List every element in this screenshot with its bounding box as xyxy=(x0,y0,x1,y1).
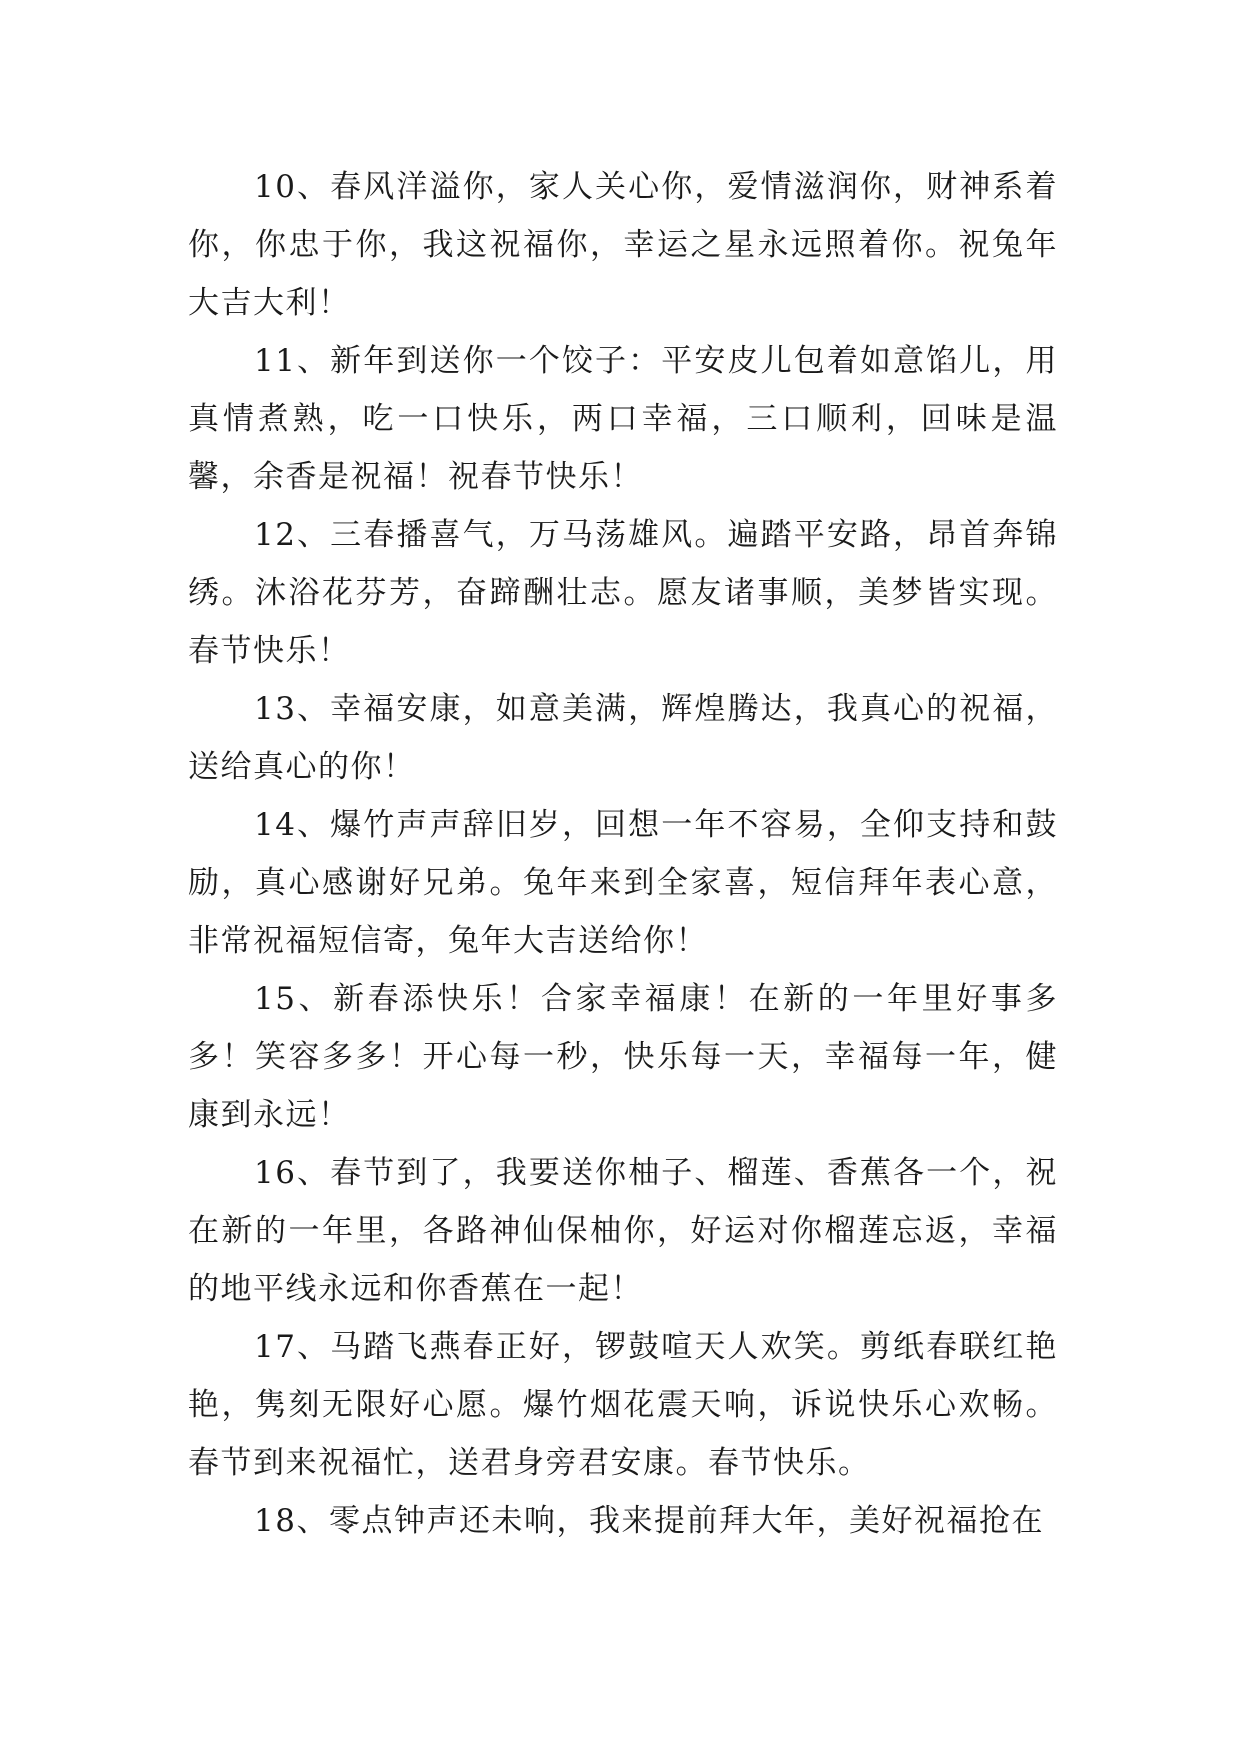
paragraph-10: 10、春风洋溢你，家人关心你，爱情滋润你，财神系着你，你忠于你，我这祝福你，幸运之星永远照着你。祝兔年大吉大利！ xyxy=(188,169,1058,321)
paragraph-17: 17、马踏飞燕春正好，锣鼓喧天人欢笑。剪纸春联红艳艳，隽刻无限好心愿。爆竹烟花震天响，诉说快乐心欢畅。春节到来祝福忙，送君身旁君安康。春节快乐。 xyxy=(188,1329,1058,1481)
paragraph-16: 16、春节到了，我要送你柚子、榴莲、香蕉各一个，祝在新的一年里，各路神仙保柚你，好运对你榴莲忘返，幸福的地平线永远和你香蕉在一起！ xyxy=(188,1155,1058,1307)
paragraph-12: 12、三春播喜气，万马荡雄风。遍踏平安路，昂首奔锦绣。沐浴花芬芳，奋蹄酬壮志。愿友诸事顺，美梦皆实现。春节快乐！ xyxy=(188,517,1058,669)
paragraph-15: 15、新春添快乐！合家幸福康！在新的一年里好事多多！笑容多多！开心每一秒，快乐每一天，幸福每一年，健康到永远！ xyxy=(188,981,1058,1133)
document-body xyxy=(188,158,1058,1550)
paragraph-13: 13、幸福安康，如意美满，辉煌腾达，我真心的祝福，送给真心的你！ xyxy=(188,691,1058,785)
paragraph-18: 18、零点钟声还未响，我来提前拜大年，美好祝福抢在 xyxy=(254,1503,1044,1539)
paragraph-11: 11、新年到送你一个饺子：平安皮儿包着如意馅儿，用真情煮熟，吃一口快乐，两口幸福，三口顺利，回味是温馨，余香是祝福！祝春节快乐！ xyxy=(188,343,1058,495)
paragraph-14: 14、爆竹声声辞旧岁，回想一年不容易，全仰支持和鼓励，真心感谢好兄弟。兔年来到全家喜，短信拜年表心意，非常祝福短信寄，兔年大吉送给你！ xyxy=(188,807,1058,959)
